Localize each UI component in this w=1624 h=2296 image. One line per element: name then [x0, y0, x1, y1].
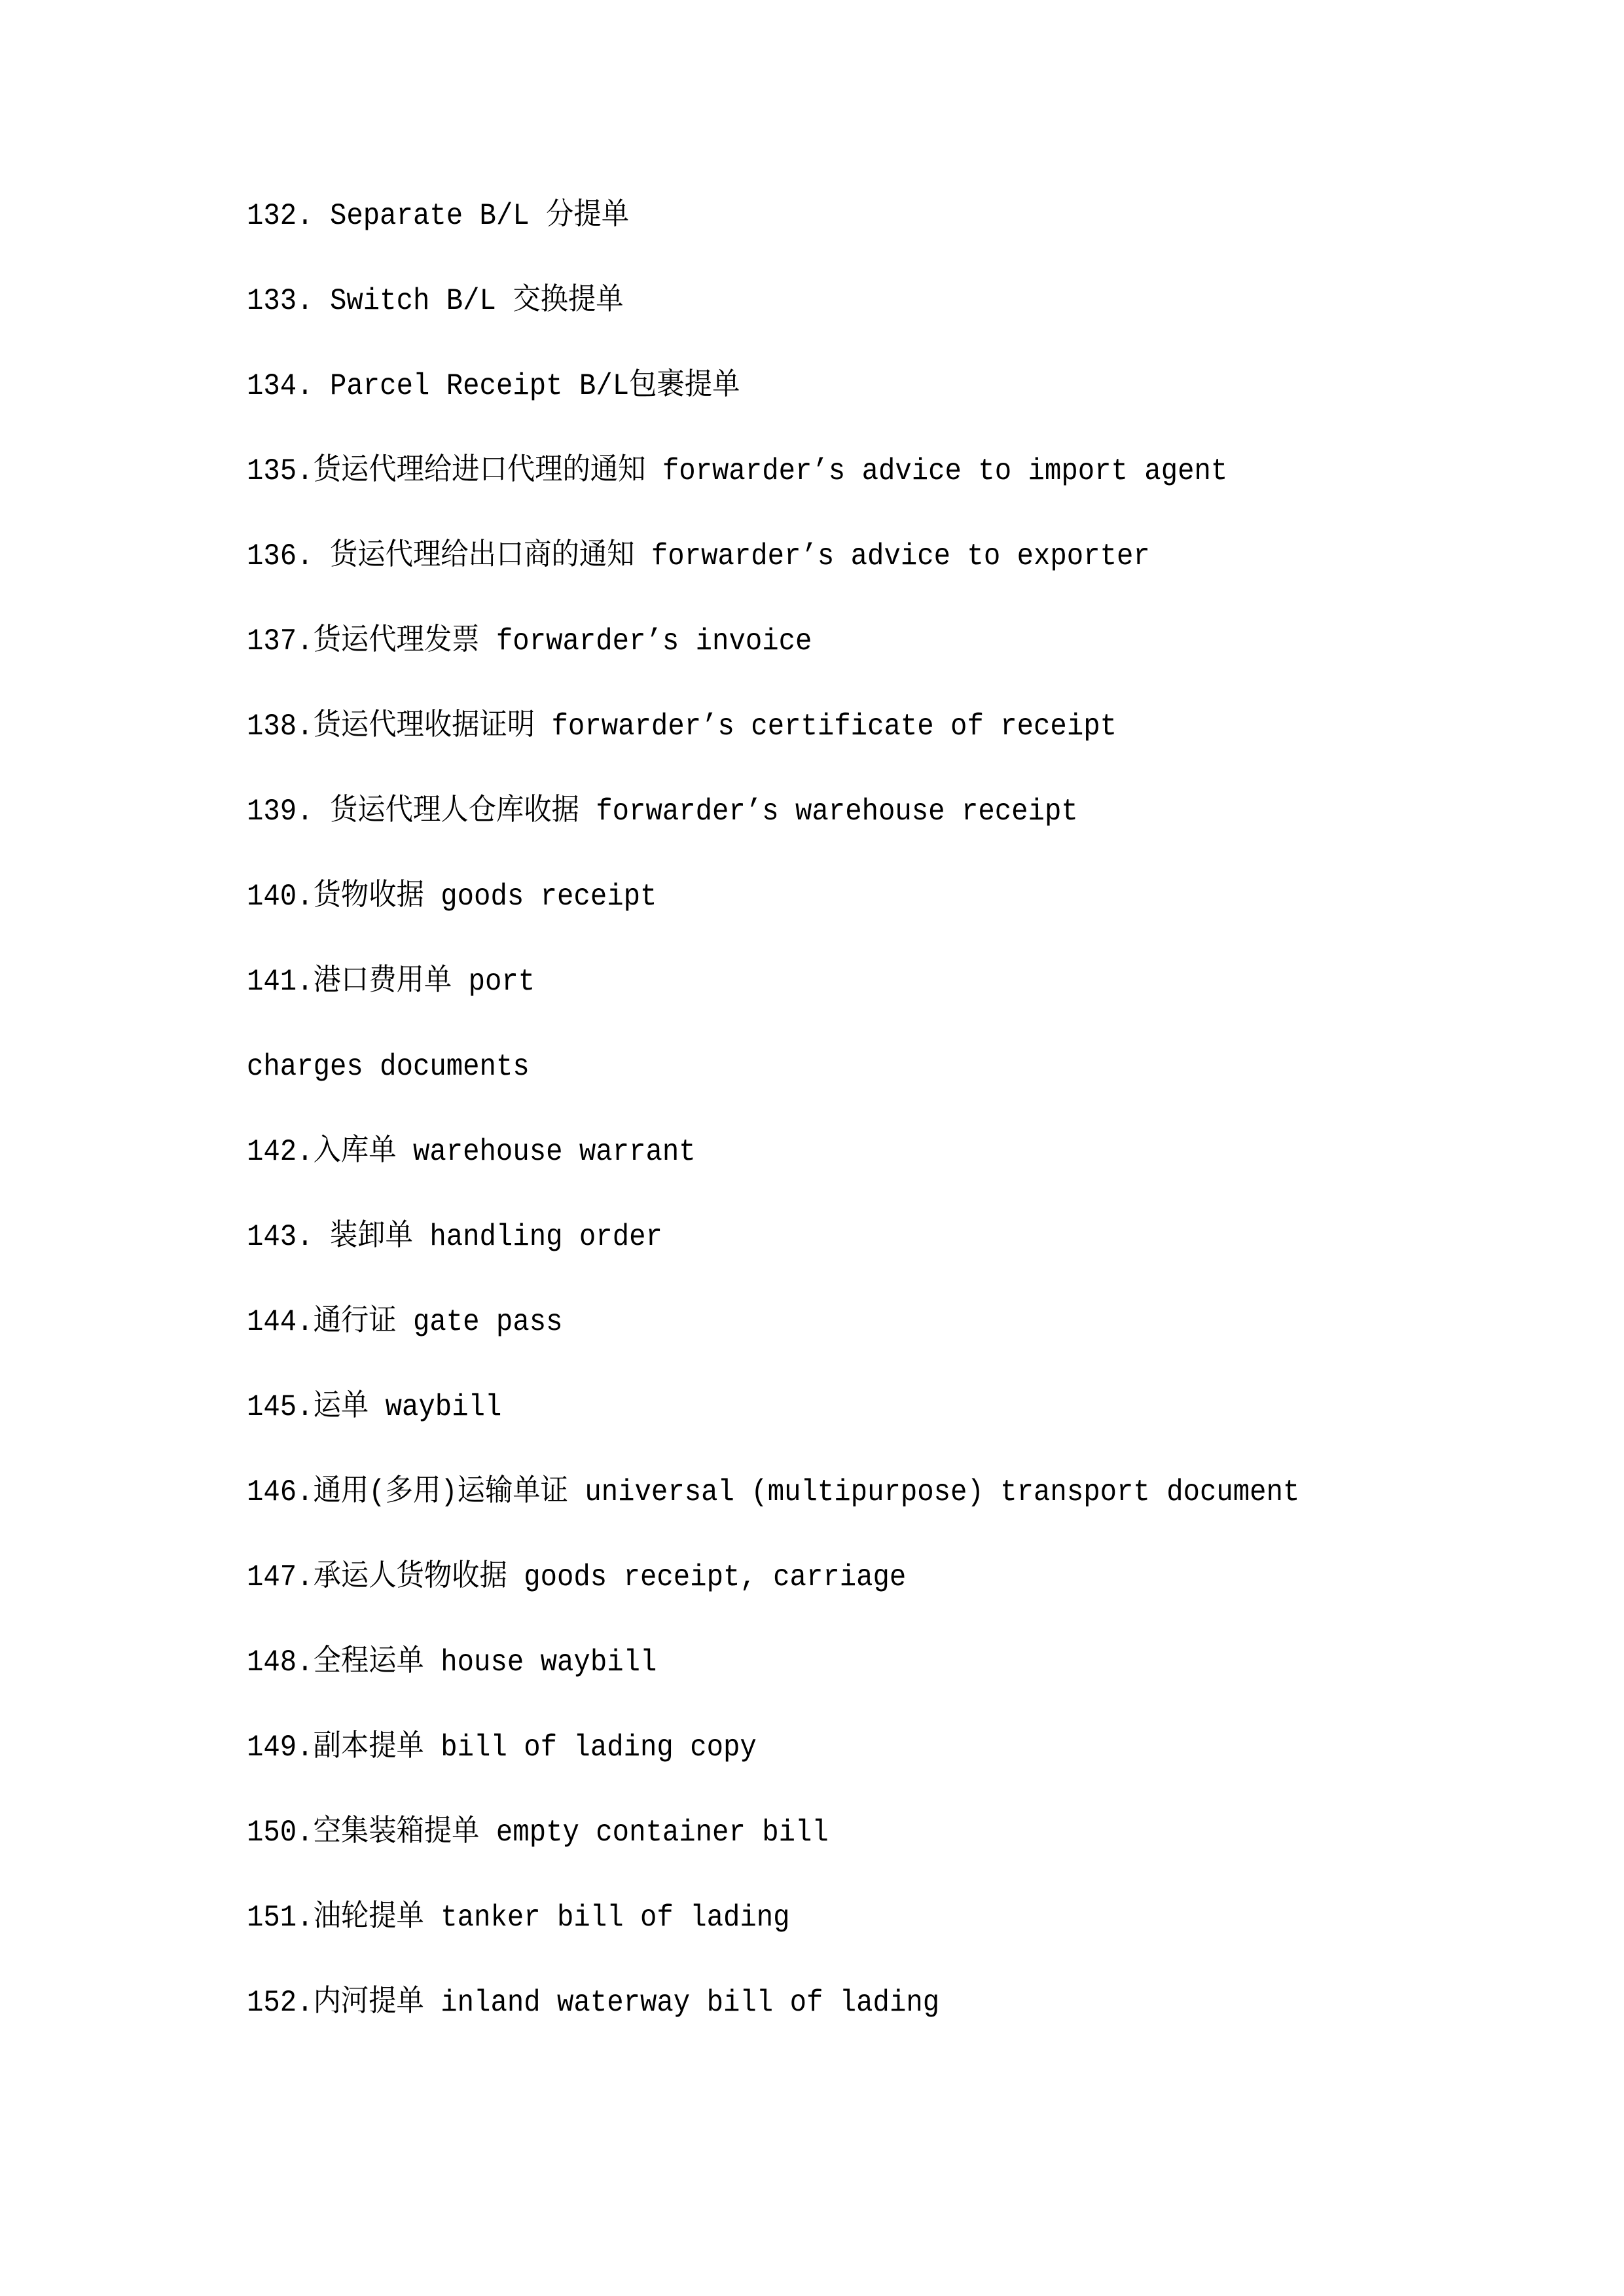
glossary-entry-139: 139. 货运代理人仓库收据 forwarder’s warehouse receipt [247, 795, 1078, 829]
glossary-entry-142: 142.入库单 warehouse warrant [247, 1135, 696, 1169]
glossary-entry-151: 151.油轮提单 tanker bill of lading [247, 1901, 790, 1935]
glossary-entry-141-continuation: charges documents [247, 1050, 530, 1084]
glossary-entry-132: 132. Separate B/L 分提单 [247, 199, 630, 233]
glossary-entry-147: 147.承运人货物收据 goods receipt, carriage [247, 1560, 907, 1594]
glossary-entry-152: 152.内河提单 inland waterway bill of lading [247, 1986, 940, 2020]
glossary-entry-150: 150.空集装箱提单 empty container bill [247, 1816, 829, 1850]
glossary-entry-138: 138.货运代理收据证明 forwarder’s certificate of receipt [247, 709, 1117, 744]
glossary-entry-140: 140.货物收据 goods receipt [247, 880, 657, 914]
glossary-entry-145: 145.运单 waybill [247, 1390, 502, 1424]
glossary-entry-143: 143. 装卸单 handling order [247, 1220, 662, 1254]
glossary-entry-133: 133. Switch B/L 交换提单 [247, 284, 624, 318]
glossary-entry-149: 149.副本提单 bill of lading copy [247, 1731, 757, 1765]
glossary-entry-134: 134. Parcel Receipt B/L包裹提单 [247, 369, 740, 403]
glossary-entry-146: 146.通用(多用)运输单证 universal (multipurpose) transport document [247, 1475, 1300, 1509]
glossary-entry-136: 136. 货运代理给出口商的通知 forwarder’s advice to exporter [247, 539, 1150, 573]
glossary-entry-135: 135.货运代理给进口代理的通知 forwarder’s advice to import agent [247, 454, 1228, 488]
glossary-entry-141: 141.港口费用单 port [247, 965, 535, 999]
glossary-entry-144: 144.通行证 gate pass [247, 1305, 563, 1339]
glossary-entry-137: 137.货运代理发票 forwarder’s invoice [247, 624, 812, 658]
glossary-entry-148: 148.全程运单 house waybill [247, 1645, 657, 1679]
